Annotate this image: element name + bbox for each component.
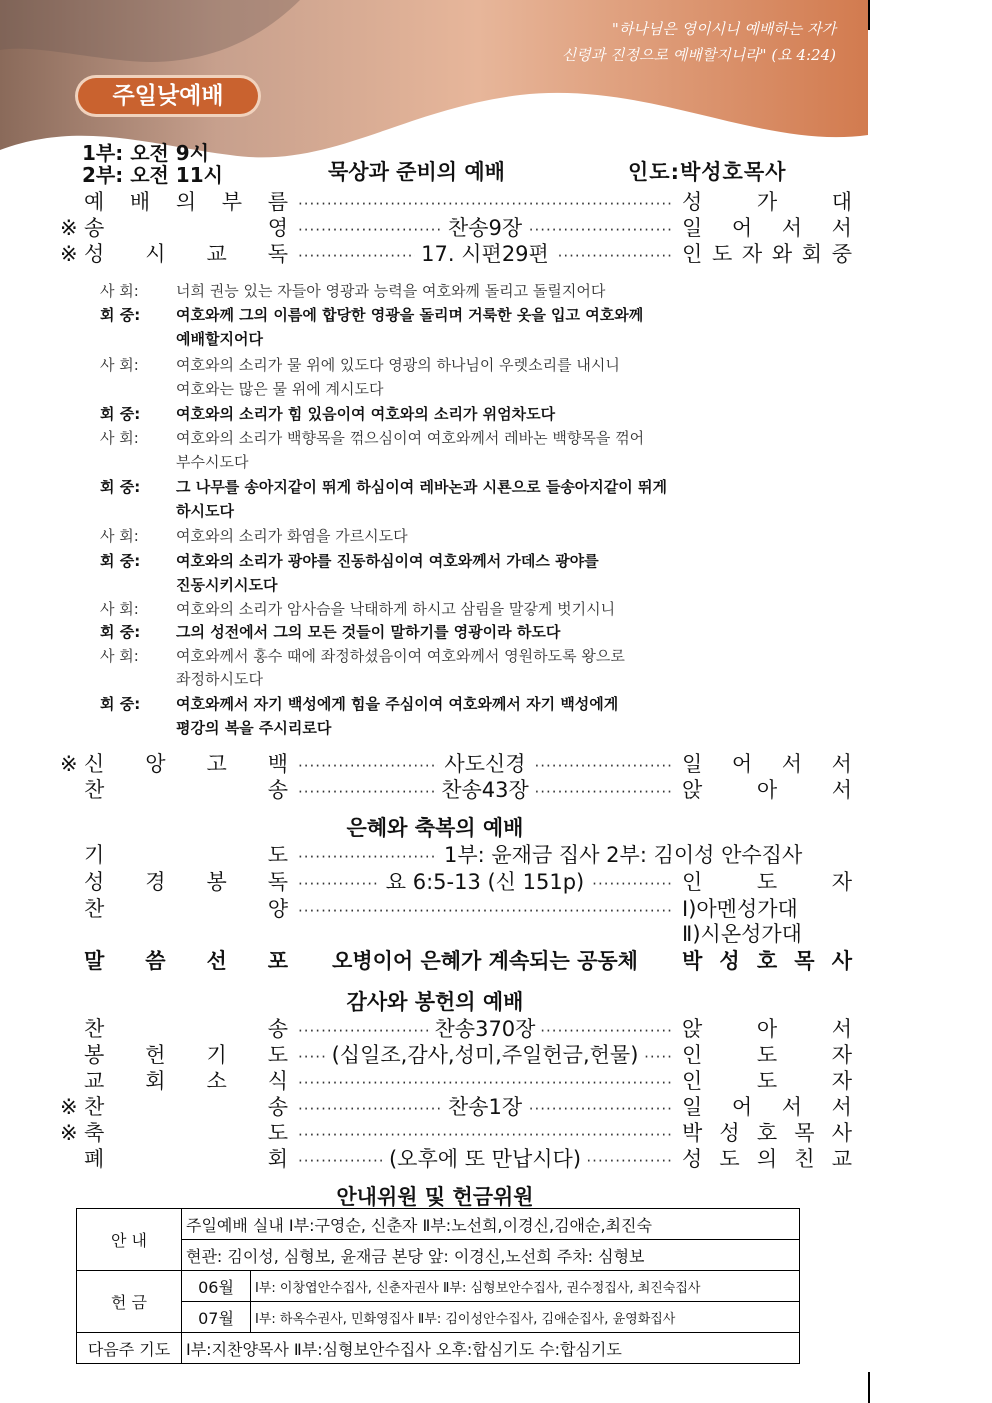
- order-item: [60, 777, 852, 803]
- reading-text: 여호와의 소리가 백향목을 꺾으심이여 여호와께서 레바논 백향목을 꺾어: [176, 429, 645, 447]
- order-right: Ⅰ)아멘성가대: [682, 897, 798, 921]
- order-label: 예 배 의 부 름: [84, 190, 288, 214]
- leader-dots: [298, 896, 672, 924]
- standing-mark: ※: [60, 242, 78, 266]
- month-1-text: Ⅰ부: 이창엽안수집사, 신춘자권사 Ⅱ부: 심형보안수집사, 권수정집사, 최진숙집사: [251, 1271, 800, 1302]
- order-label: 찬 송: [84, 778, 288, 802]
- order-right: Ⅱ)시온성가대: [682, 922, 802, 946]
- order-label: 축 도: [84, 1121, 288, 1145]
- order-item-cont: [60, 921, 800, 947]
- reading-text: 여호와께서 홍수 때에 좌정하셨음이여 여호와께서 영원하도록 왕으로: [176, 647, 625, 665]
- speaker: 회 중:: [100, 478, 141, 496]
- order-right: 인 도 자: [682, 1069, 852, 1093]
- standing-mark: ※: [60, 752, 78, 776]
- speaker: 회 중:: [100, 552, 141, 570]
- guide-label: 안 내: [77, 1209, 182, 1271]
- sermon-row: [60, 948, 852, 974]
- guide-row-2: 현관: 김이성, 심형보, 윤재금 본당 앞: 이경신,노선희 주차: 심형보: [182, 1240, 800, 1271]
- order-item: [60, 1042, 852, 1068]
- table-row: [77, 1333, 800, 1364]
- leader-dots: [298, 842, 438, 870]
- standing-mark: ※: [60, 1095, 78, 1119]
- order-item: [60, 1094, 852, 1120]
- verse-line-2: 신령과 진정으로 예배할지니라" (요 4:24): [561, 46, 836, 64]
- table-row: [77, 1271, 800, 1302]
- order-item: [60, 1146, 852, 1172]
- sermon-title: 오병이어 은혜가 계속되는 공동체: [326, 949, 644, 973]
- reading-text: 여호와께서 자기 백성에게 힘을 주심이여 여호와께서 자기 백성에게: [176, 695, 619, 713]
- sermon-label: 말 씀 선 포: [84, 949, 288, 973]
- order-item: [60, 1120, 852, 1146]
- order-center: 찬송1장: [442, 1095, 528, 1119]
- speaker: 회 중:: [100, 623, 141, 641]
- part3-title: 감사와 봉헌의 예배: [346, 990, 524, 1014]
- order-center: 17. 시편29편: [415, 242, 555, 266]
- committee-table: [76, 1208, 800, 1364]
- table-row: [77, 1302, 800, 1333]
- month-1: 06월: [182, 1271, 251, 1302]
- order-right: 성 도 의 친 교: [682, 1147, 852, 1171]
- part2-title: 은혜와 축복의 예배: [346, 816, 524, 840]
- order-item: [60, 215, 852, 241]
- speaker: 사 회:: [100, 356, 139, 374]
- order-label: 성 시 교 독: [84, 242, 288, 266]
- header-verse: [562, 16, 836, 68]
- prayer-text: Ⅰ부:지찬양목사 Ⅱ부:심형보안수집사 오후:합심기도 수:합심기도: [182, 1333, 800, 1364]
- order-center: 찬송370장: [429, 1017, 542, 1041]
- time-second: 2부: 오전 11시: [82, 163, 223, 187]
- reading-text: 여호와께 그의 이름에 합당한 영광을 돌리며 거룩한 옷을 입고 여호와께: [176, 306, 644, 324]
- order-label: 봉 헌 기 도: [84, 1043, 288, 1067]
- leader-dots: [298, 1120, 672, 1148]
- order-center: (오후에 또 만납시다): [383, 1147, 587, 1171]
- order-item: [60, 241, 852, 267]
- order-label: 기 도: [84, 843, 288, 867]
- speaker: 회 중:: [100, 405, 141, 423]
- order-label: 찬 양: [84, 897, 288, 921]
- order-item: [60, 896, 800, 922]
- order-right: 인 도 자: [682, 1043, 852, 1067]
- order-item: [60, 751, 852, 777]
- reading-text: 여호와는 많은 물 위에 계시도다: [176, 380, 384, 398]
- service-times: [82, 142, 223, 186]
- order-label: 성 경 봉 독: [84, 870, 288, 894]
- order-center: 찬송43장: [435, 778, 535, 802]
- order-label: 찬 송: [84, 1017, 288, 1041]
- speaker: 사 회:: [100, 527, 139, 545]
- speaker: 사 회:: [100, 429, 139, 447]
- reading-text: 그의 성전에서 그의 모든 것들이 말하기를 영광이라 하도다: [176, 623, 561, 641]
- time-first: 1부: 오전 9시: [82, 141, 210, 165]
- order-right: 일 어 서 서: [682, 1095, 852, 1119]
- reading-text: 부수시도다: [176, 453, 249, 471]
- reading-text: 여호와의 소리가 화염을 가르시도다: [176, 527, 408, 545]
- order-item: [60, 842, 803, 868]
- order-right: 박 성 호 목 사: [682, 1121, 852, 1145]
- part1-title: 묵상과 준비의 예배: [328, 160, 505, 184]
- order-item: [60, 1068, 852, 1094]
- verse-line-1: "하나님은 영이시니 예배하는 자가: [611, 20, 836, 38]
- prayer-leaders: 1부: 윤재금 집사 2부: 김이성 안수집사: [444, 843, 803, 867]
- order-label: 신 앙 고 백: [84, 752, 288, 776]
- reading-text: 여호와의 소리가 물 위에 있도다 영광의 하나님이 우렛소리를 내시니: [176, 356, 620, 374]
- month-2: 07월: [182, 1302, 251, 1333]
- reading-text: 진동시키시도다: [176, 576, 278, 594]
- leader-dots: [298, 1068, 672, 1096]
- reading-text: 예배할지어다: [176, 330, 263, 348]
- order-right: 성 가 대: [682, 190, 852, 214]
- order-label: 폐 회: [84, 1147, 288, 1171]
- offering-label: 헌 금: [77, 1271, 182, 1333]
- order-right: 앉 아 서: [682, 1017, 852, 1041]
- speaker: 회 중:: [100, 306, 141, 324]
- prayer-label: 다음주 기도: [77, 1333, 182, 1364]
- table-row: [77, 1240, 800, 1271]
- reading-text: 좌정하시도다: [176, 670, 263, 688]
- month-2-text: Ⅰ부: 하옥수권사, 민화영집사 Ⅱ부: 김이성안수집사, 김애순집사, 윤영화집사: [251, 1302, 800, 1333]
- order-right: 인 도 자 와 회 중: [682, 242, 852, 266]
- order-center: (십일조,감사,성미,주일헌금,헌물): [326, 1043, 645, 1067]
- speaker: 사 회:: [100, 600, 139, 618]
- speaker: 회 중:: [100, 695, 141, 713]
- order-right: 앉 아 서: [682, 778, 852, 802]
- section-badge: 주일낮예배: [78, 78, 258, 114]
- reading-text: 너희 권능 있는 자들아 영광과 능력을 여호와께 돌리고 돌릴지어다: [176, 282, 606, 300]
- reading-text: 하시도다: [176, 502, 234, 520]
- order-label: 교 회 소 식: [84, 1069, 288, 1093]
- reading-text: 여호와의 소리가 힘 있음이여 여호와의 소리가 위엄차도다: [176, 405, 556, 423]
- order-right: 일 어 서 서: [682, 216, 852, 240]
- order-item: [60, 1016, 852, 1042]
- order-label: 찬 송: [84, 1095, 288, 1119]
- speaker: 사 회:: [100, 647, 139, 665]
- sermon-preacher: 박 성 호 목 사: [682, 949, 852, 973]
- order-item: [60, 869, 852, 895]
- order-item: [60, 189, 852, 215]
- standing-mark: ※: [60, 1121, 78, 1145]
- reading-text: 여호와의 소리가 광야를 진동하심이여 여호와께서 가데스 광야를: [176, 552, 599, 570]
- leader-dots: [298, 189, 672, 217]
- order-right: 인 도 자: [682, 870, 852, 894]
- order-center: 찬송9장: [442, 216, 528, 240]
- page-border-line: [868, 1372, 870, 1403]
- order-center: 사도신경: [438, 752, 531, 776]
- speaker: 사 회:: [100, 282, 139, 300]
- order-right: 일 어 서 서: [682, 752, 852, 776]
- guide-row-1: 주일예배 실내 Ⅰ부:구영순, 신춘자 Ⅱ부:노선희,이경신,김애순,최진숙: [182, 1209, 800, 1240]
- order-center: 요 6:5-13 (신 151p): [380, 870, 591, 894]
- reading-text: 평강의 복을 주시리로다: [176, 719, 332, 737]
- page-border-line: [868, 0, 870, 30]
- table-row: [77, 1209, 800, 1240]
- part1-leader: 인도:박성호목사: [628, 160, 787, 184]
- order-label: 송 영: [84, 216, 288, 240]
- reading-text: 여호와의 소리가 암사슴을 낙태하게 하시고 삼림을 말갛게 벗기시니: [176, 600, 616, 618]
- standing-mark: ※: [60, 216, 78, 240]
- committee-title: 안내위원 및 헌금위원: [336, 1185, 534, 1209]
- reading-text: 그 나무를 송아지같이 뛰게 하심이여 레바논과 시룐으로 들송아지같이 뛰게: [176, 478, 667, 496]
